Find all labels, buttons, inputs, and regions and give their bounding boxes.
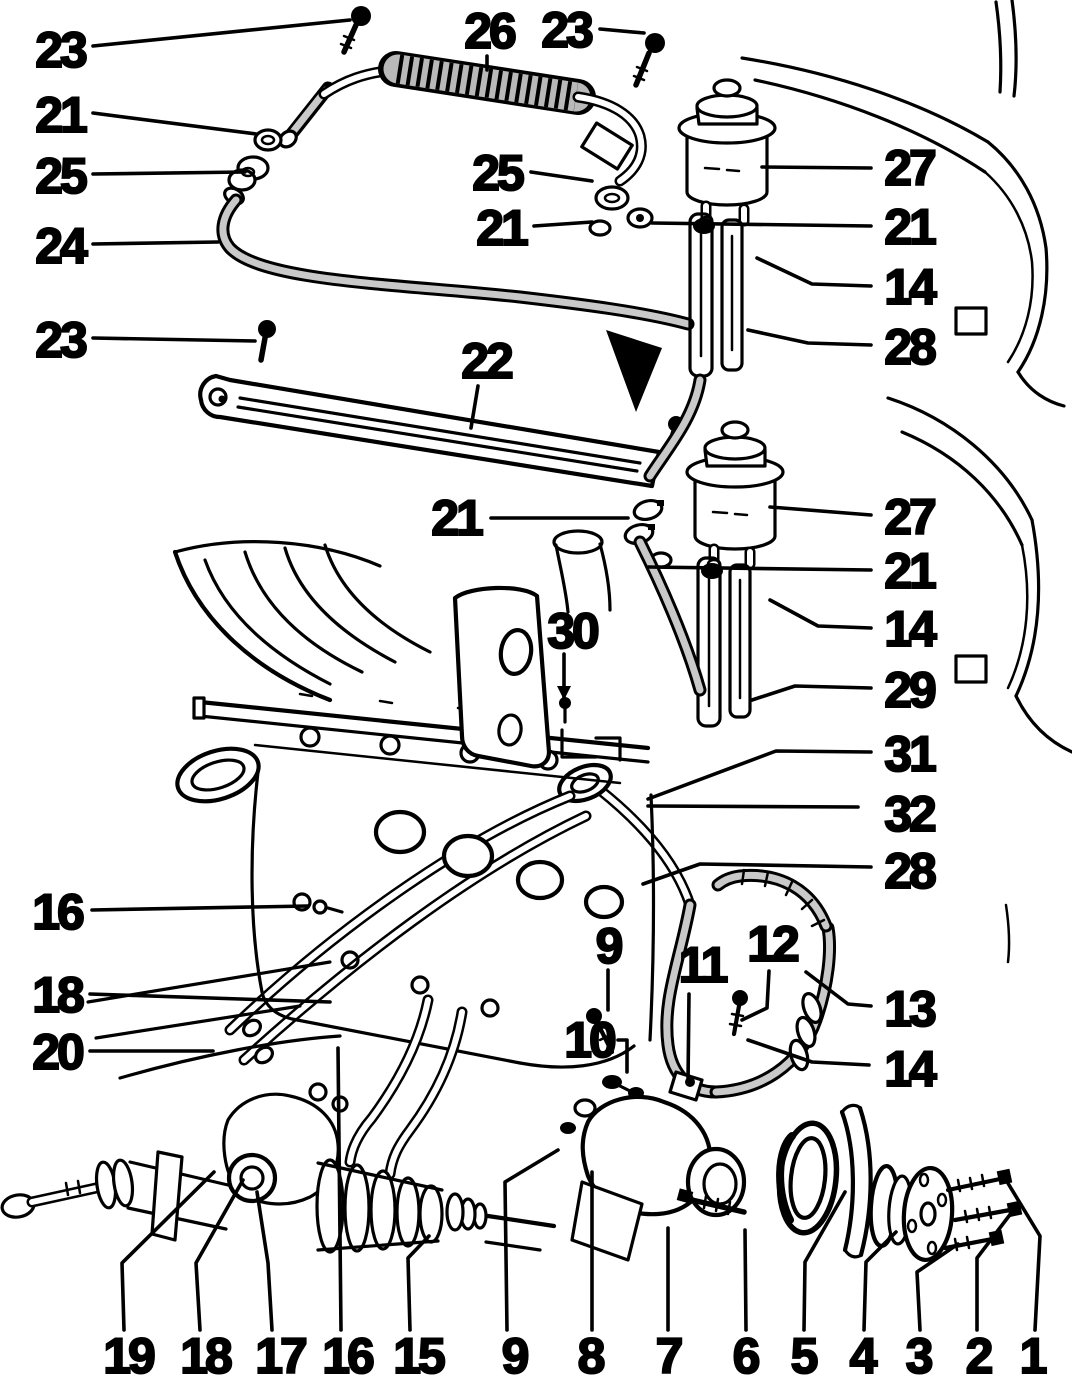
leader-right-27-lower	[770, 507, 871, 515]
engine-assembly	[88, 531, 654, 1174]
callout-bottom-17: 17	[255, 1328, 305, 1378]
callout-right-13: 13	[884, 981, 934, 1037]
callout-bottom-6: 6	[732, 1328, 758, 1378]
callout-bottom-5: 5	[790, 1328, 816, 1378]
leader-right-28-upper	[748, 330, 871, 345]
leader-right-14-upper	[757, 258, 871, 286]
callout-top-23: 23	[541, 2, 591, 58]
callout-left-24: 24	[35, 218, 85, 274]
pressure-hose-assembly	[222, 6, 688, 324]
mounting-strap-22	[200, 320, 684, 486]
callout-bottom-19: 19	[103, 1328, 153, 1378]
leader-mid-21-upper	[534, 222, 592, 226]
callout-bottom-3: 3	[905, 1328, 931, 1378]
callout-right-14-mid: 14	[884, 601, 934, 657]
callout-left-16: 16	[32, 884, 82, 940]
callout-mid-21-upper: 21	[476, 200, 526, 256]
callout-left-20: 20	[32, 1024, 82, 1080]
leader-right-21-upper	[652, 223, 871, 226]
callout-bottom-16: 16	[322, 1328, 372, 1378]
leader-left-16	[92, 906, 308, 910]
power-steering-pump-assembly	[560, 990, 1022, 1262]
callout-right-31: 31	[884, 726, 934, 782]
leader-left-23-top	[93, 20, 350, 46]
callout-right-28-lower: 28	[884, 843, 934, 899]
callout-right-14-lower: 14	[884, 1041, 934, 1097]
callout-top-26: 26	[464, 3, 514, 59]
leader-center-11	[688, 994, 689, 1083]
leader-bottom-6	[745, 1230, 746, 1330]
leader-left-21	[93, 113, 256, 134]
callout-bottom-4: 4	[849, 1328, 875, 1378]
callout-center-11: 11	[678, 937, 726, 993]
leader-bottom-18	[196, 1180, 243, 1330]
callout-mid-22: 22	[461, 333, 511, 389]
callout-center-12: 12	[747, 916, 797, 972]
callout-bottom-15: 15	[393, 1328, 443, 1378]
callout-bottom-7: 7	[655, 1328, 681, 1378]
callout-right-29: 29	[884, 662, 934, 718]
callout-bottom-8: 8	[577, 1328, 603, 1378]
callout-left-25: 25	[35, 148, 85, 204]
leader-right-21-lower	[648, 567, 871, 570]
leader-left-18	[90, 994, 330, 1002]
callout-right-32: 32	[884, 786, 934, 842]
callout-mid-30: 30	[547, 603, 597, 659]
callout-center-10: 10	[564, 1012, 614, 1068]
leader-right-27-upper	[762, 167, 871, 168]
callout-bottom-18: 18	[180, 1328, 230, 1378]
leader-bottom-17	[257, 1192, 272, 1330]
callout-left-23-lower: 23	[35, 312, 85, 368]
callout-right-28-upper: 28	[884, 319, 934, 375]
callout-bottom-1: 1	[1019, 1328, 1045, 1378]
leader-bottom-2	[977, 1212, 1012, 1330]
callout-right-21-lower: 21	[884, 543, 934, 599]
leader-right-29	[752, 686, 871, 700]
callout-left-23-top: 23	[35, 22, 85, 78]
leader-bottom-16	[338, 1048, 341, 1330]
callout-right-27-upper: 27	[884, 140, 934, 196]
callout-bottom-9: 9	[501, 1328, 527, 1378]
callout-right-14-upper: 14	[884, 259, 934, 315]
callout-bottom-2: 2	[965, 1328, 991, 1378]
leader-bottom-9	[505, 1150, 558, 1330]
leader-left-24	[93, 242, 218, 244]
leader-left-23-lower	[93, 338, 255, 341]
leader-left-25	[93, 172, 245, 174]
callout-left-18: 18	[32, 967, 82, 1023]
leader-bottom-15	[408, 1236, 429, 1330]
car-body-outline-upper	[606, 0, 1064, 412]
leader-mid-25	[531, 172, 592, 181]
car-body-outline-lower	[888, 398, 1072, 962]
callout-mid-21-lower: 21	[431, 490, 481, 546]
steering-rack-assembly	[0, 1084, 554, 1252]
callout-left-21: 21	[35, 87, 85, 143]
leader-right-32	[648, 806, 858, 807]
leader-right-31	[648, 751, 871, 799]
callout-right-27-lower: 27	[884, 489, 934, 545]
leader-top-23	[600, 29, 644, 33]
leader-bottom-4	[864, 1232, 896, 1330]
leader-right-14-mid	[770, 600, 871, 628]
callout-center-9: 9	[595, 918, 621, 974]
callout-mid-25: 25	[472, 145, 522, 201]
callout-right-21-upper: 21	[884, 199, 934, 255]
